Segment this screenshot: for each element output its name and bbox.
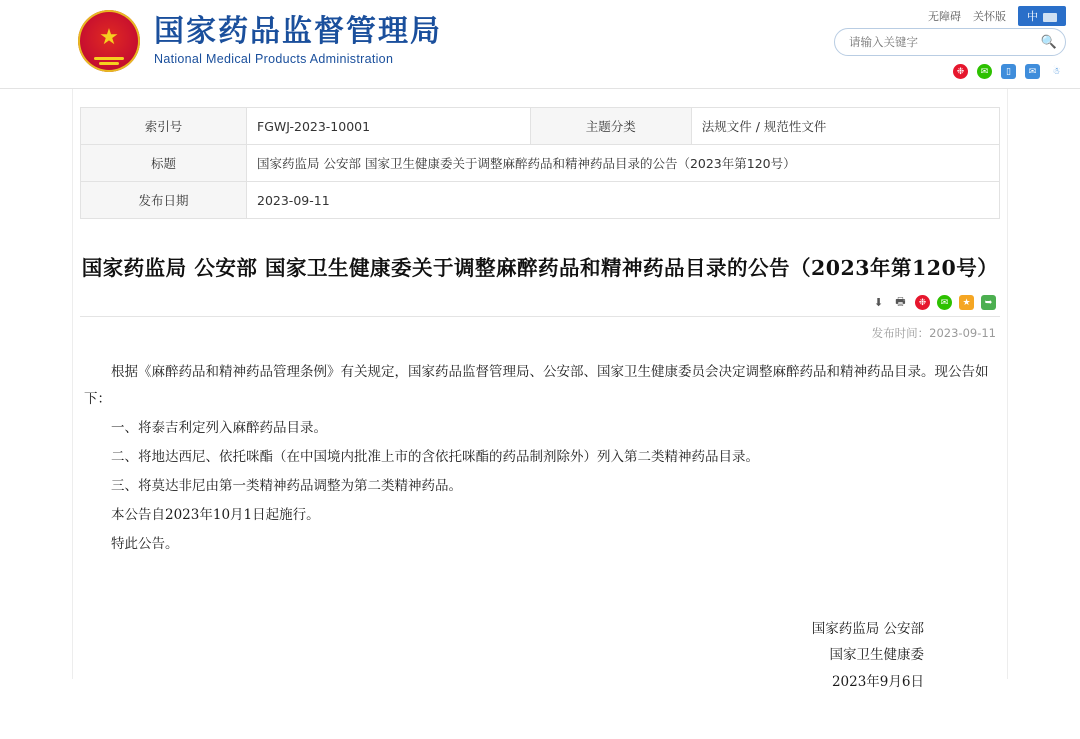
weibo-icon[interactable]: ❉ (953, 64, 968, 79)
wechat-icon[interactable]: ✉ (937, 295, 952, 310)
weibo-icon[interactable]: ❉ (915, 295, 930, 310)
article-signoff (80, 616, 1000, 695)
emblem-bar-lower (99, 62, 119, 65)
language-toggle[interactable] (1018, 6, 1066, 26)
signoff-line: 国家药监局 公安部 (811, 621, 924, 637)
document-meta-table (80, 107, 1000, 219)
publish-time: 发布时间：2023-09-11 (871, 326, 996, 340)
article-body (80, 341, 1000, 558)
social-icon-row (834, 64, 1066, 79)
download-icon[interactable]: ⬇ (873, 297, 884, 309)
share-icon[interactable]: ➥ (981, 295, 996, 310)
article-paragraph: 特此公告。 (111, 536, 179, 552)
page-body (0, 89, 1080, 739)
search-icon[interactable]: 🔍 (1040, 34, 1057, 49)
table-row (81, 108, 1000, 145)
article-paragraph: 二、将地达西尼、依托咪酯（在中国境内批准上市的含依托咪酯的药品制剂除外）列入第二类精神药品目录。 (111, 449, 759, 465)
page-frame-left (72, 89, 73, 679)
national-emblem-icon (78, 10, 140, 72)
signoff-line: 2023年9月6日 (831, 673, 924, 690)
meta-value-date: 2023-09-11 (247, 182, 1000, 219)
bottom-spacer (80, 695, 1000, 739)
search-area (834, 28, 1066, 79)
site-header (0, 0, 1080, 89)
meta-value-index: FGWJ-2023-10001 (247, 108, 531, 145)
meta-label-date: 发布日期 (81, 182, 247, 219)
mail-icon[interactable]: ✉ (1025, 64, 1040, 79)
content-container (80, 89, 1000, 739)
meta-label-index: 索引号 (81, 108, 247, 145)
search-box[interactable] (834, 28, 1066, 56)
print-icon[interactable]: 🖶 (895, 296, 906, 308)
organization-name-cn: 国家药品监督管理局 (154, 14, 442, 50)
signoff-line: 国家卫生健康委 (829, 647, 924, 664)
meta-label-title: 标题 (81, 145, 247, 182)
language-toggle-label: 中 (1027, 11, 1039, 23)
mobile-icon[interactable]: ▯ (1001, 64, 1016, 79)
article-paragraph: 三、将莫达非尼由第一类精神药品调整为第二类精神药品。 (111, 478, 462, 494)
article-paragraph: 本公告自2023年10月1日起施行。 (111, 507, 320, 523)
wechat-icon[interactable]: ✉ (977, 64, 992, 79)
top-utility-bar (928, 6, 1066, 26)
meta-value-title: 国家药监局 公安部 国家卫生健康委关于调整麻醉药品和精神药品目录的公告（2023年第120号） (247, 145, 1000, 182)
table-row (81, 182, 1000, 219)
article-paragraph: 根据《麻醉药品和精神药品管理条例》有关规定，国家药品监督管理局、公安部、国家卫生健康委员会决定调整麻醉药品和精神药品目录。现公告如下： (84, 364, 989, 407)
search-input[interactable] (847, 34, 1041, 50)
care-version-link[interactable]: 关怀版 (973, 11, 1006, 23)
page-title: 国家药监局 公安部 国家卫生健康委关于调整麻醉药品和精神药品目录的公告（2023年第120号） (81, 256, 999, 280)
article-paragraph: 一、将泰吉利定列入麻醉药品目录。 (111, 420, 327, 436)
emblem-bar-upper (94, 57, 124, 60)
page-frame-right (1007, 89, 1008, 679)
organization-name-en: National Medical Products Administration (154, 52, 394, 67)
table-row (81, 145, 1000, 182)
site-logo[interactable] (78, 10, 442, 72)
emblem-star-icon: ★ (99, 24, 119, 50)
language-toggle-pill (1043, 13, 1057, 22)
meta-label-category: 主题分类 (530, 108, 691, 145)
favorite-icon[interactable]: ★ (959, 295, 974, 310)
user-icon[interactable]: ☃ (1049, 64, 1064, 79)
organization-names (154, 15, 442, 67)
accessibility-link[interactable]: 无障碍 (928, 11, 961, 23)
meta-value-category: 法规文件 / 规范性文件 (691, 108, 999, 145)
article-toolbar (80, 295, 1000, 310)
